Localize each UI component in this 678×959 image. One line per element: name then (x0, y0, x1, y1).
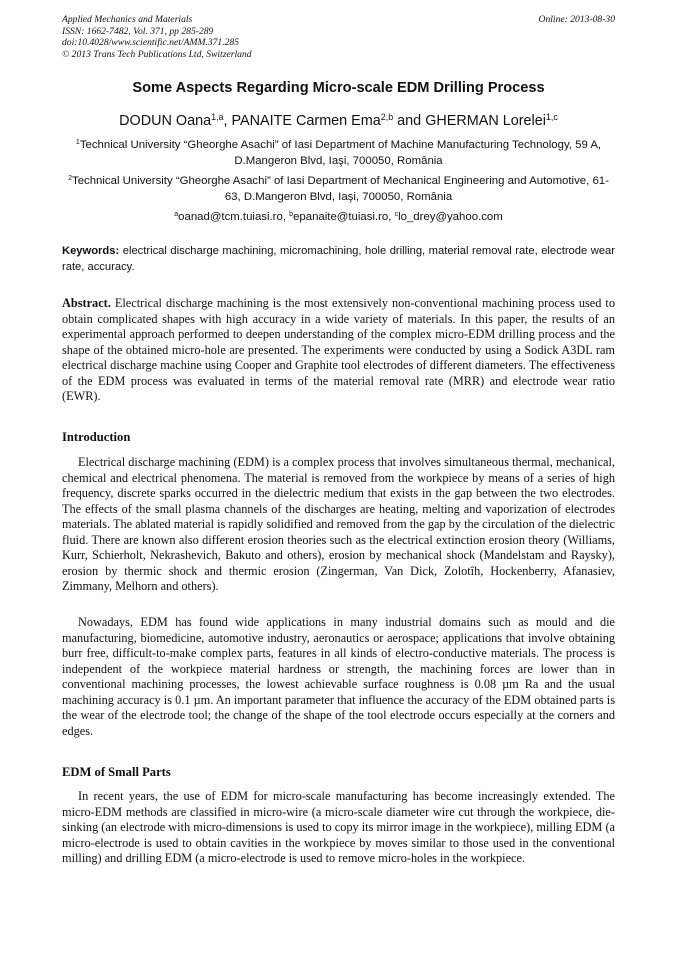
author-affiliation-mark: 1,c (545, 112, 558, 123)
email-address: epanaite@tuiasi.ro (293, 211, 389, 223)
author-emails (62, 209, 615, 225)
author-list (62, 113, 615, 129)
abstract-block (62, 296, 615, 405)
author-affiliation-mark: 2,b (380, 112, 394, 123)
email-separator: , (388, 211, 395, 223)
email-mark: c (394, 211, 399, 219)
affiliation-mark: 1 (75, 139, 80, 147)
author-name: DODUN Oana (119, 113, 212, 129)
journal-masthead (62, 14, 615, 60)
edm-small-parts-paragraph-1: In recent years, the use of EDM for micro-scale manufacturing has become increasingly extended. The micro-EDM methods are classified in micro-wire (a micro-scale diameter wire cut through the workpiece, die-sinking (an electrode with micro-dimensions is used to copy its mirror image in the workpiece), milling EDM (a micro-electrode is used to obtain cavities in the workpiece by moves similar to those used in the conventional milling) and drilling EDM (a micro-electrode is used to remove micro-holes in the workpiece. (62, 789, 615, 865)
keywords-label: Keywords: (62, 245, 120, 257)
affiliation-2 (62, 173, 615, 205)
online-date: Online: 2013-08-30 (538, 14, 615, 25)
affiliation-text: Technical University “Gheorghe Asachi” of Iasi Department of Mechanical Engineering and Automotive, 61-63, D.Mangeron Blvd, Iaşi, 700050, România (72, 175, 609, 203)
email-mark: a (174, 211, 179, 219)
keywords-text: electrical discharge machining, micromachining, hole drilling, material removal rate, electrode wear rate, accuracy. (62, 245, 615, 273)
introduction-paragraph-1: Electrical discharge machining (EDM) is a complex process that involves simultaneous thermal, mechanical, chemical and electrical phenomena. The material is removed from the workpiece by means of a series of high frequency, discrete sparks occurred in the dielectric medium that exists in the gap between the two electrodes. The effects of the small plasma channels of the discharges are heating, melting and vaporization of electrodes materials. The ablated material is rapidly solidified and removed from the gap by the circulation of the dielectric fluid. There are known also different erosion theories such as the electrical extinction erosion theory (Williams, Kurr, Schierholt, Nekrashevich, Bakuto and others), erosion by mechanical shock (Mandelstam and Raysky), erosion by thermic shock and thermic erosion (Zingerman, Van Dick, Zolotîh, Hockenberry, Afanasiev, Zimmany, Melhorn and others). (62, 455, 615, 593)
email-mark: b (289, 211, 294, 219)
email-address: lo_drey@yahoo.com (398, 211, 503, 223)
journal-name: Applied Mechanics and Materials (62, 14, 193, 25)
author-name: PANAITE Carmen Ema (231, 113, 381, 129)
introduction-paragraph-2: Nowadays, EDM has found wide applications in many industrial domains such as mould and die manufacturing, biomedicine, automotive industry, aeronautics or aerospace; applications that involve obtaining burr free, difficult-to-make complex parts, features in all kinds of electro-conductive materials. The process is independent of the workpiece material hardness or strength, the machining forces are lower than in conventional machining processes, the lowest achievable surface roughness is 0.08 µm Ra and the usual machining accuracy is 0.1 µm. An important parameter that influence the accuracy of the EDM obtained parts is the wear of the electrode tool; the change of the shape of the tool electrode occurs especially at the corners and edges. (62, 615, 615, 738)
email-address: oanad@tcm.tuiasi.ro (178, 211, 283, 223)
section-heading-introduction: Introduction (62, 430, 131, 444)
abstract-label: Abstract. (62, 296, 111, 310)
paper-title: Some Aspects Regarding Micro-scale EDM Drilling Process (132, 80, 545, 96)
affiliation-1 (62, 137, 615, 169)
section-heading-edm-small-parts: EDM of Small Parts (62, 765, 171, 779)
article-doi: doi:10.4028/www.scientific.net/AMM.371.285 (62, 37, 240, 48)
author-separator: , (223, 113, 232, 129)
copyright-line: © 2013 Trans Tech Publications Ltd, Switzerland (62, 48, 252, 60)
affiliation-text: Technical University “Gheorghe Asachi” of Iasi Department of Machine Manufacturing Technology, 59 A, D.Mangeron Blvd, Iaşi, 700050, România (79, 139, 602, 167)
author-name: GHERMAN Lorelei (425, 113, 546, 129)
keywords-block (62, 244, 615, 275)
journal-issn: ISSN: 1662-7482, Vol. 371, pp 285-289 (62, 25, 214, 37)
author-affiliation-mark: 1,a (211, 112, 224, 123)
author-separator: and (393, 113, 426, 129)
abstract-text: Electrical discharge machining is the most extensively non-conventional machining process used to obtain complicated shapes with high accuracy in a wide variety of materials. In this paper, the results of an experimental approach performed to deepen understanding of the complex micro-EDM drilling process and the shape of the obtained micro-hole are presented. The experiments were conducted by using a Sodick A3DL ram electrical discharge machine using Cooper and Graphite tool electrodes of different diameters. The effectiveness of the EDM process was evaluated in terms of the material removal rate (MRR) and electrode wear ratio (EWR). (62, 296, 615, 403)
affiliation-mark: 2 (68, 175, 72, 183)
email-separator: , (282, 211, 290, 223)
